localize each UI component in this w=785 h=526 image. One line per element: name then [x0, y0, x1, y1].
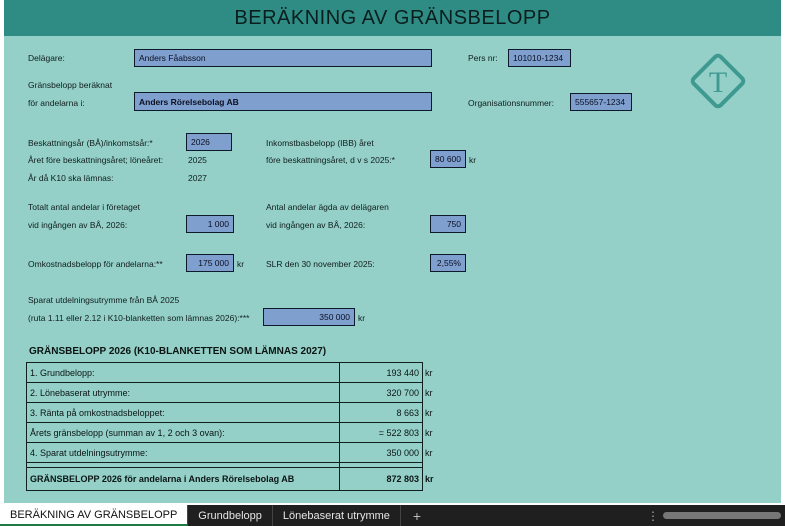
fore-label: Året före beskattningsåret; löneåret:	[28, 155, 164, 165]
row-label: 1. Grundbelopp:	[27, 363, 340, 383]
total-row	[27, 468, 441, 491]
tab-grundbelopp[interactable]: Grundbelopp	[188, 505, 273, 526]
sheet-tabs-bar	[0, 505, 785, 526]
gransbelopp-label-2: för andelarna i:	[28, 98, 85, 108]
pers-field[interactable]: 101010-1234	[508, 49, 571, 67]
row-unit: kr	[425, 427, 433, 438]
agda-label-2: vid ingången av BÅ, 2026:	[266, 220, 366, 230]
sparat-field[interactable]: 350 000	[263, 308, 355, 326]
delagare-field[interactable]: Anders Fåabsson	[134, 49, 432, 67]
row-value: 320 700	[340, 383, 423, 403]
scroll-area	[647, 505, 785, 526]
omk-field[interactable]: 175 000	[186, 254, 234, 272]
agda-field[interactable]: 750	[430, 215, 466, 233]
sparat-label-2: (ruta 1.11 eller 2.12 i K10-blanketten som lämnas 2026):***	[28, 313, 250, 323]
row-value: = 522 803	[340, 423, 423, 443]
svg-text:T: T	[708, 66, 728, 99]
row-unit: kr	[425, 447, 433, 458]
gransbelopp-label-1: Gränsbelopp beräknat	[28, 80, 113, 90]
k10-label: År då K10 ska lämnas:	[28, 173, 114, 183]
ba-label: Beskattningsår (BÅ)/inkomstsår:*	[28, 138, 153, 148]
diamond-t-logo-icon	[686, 49, 750, 113]
row-label: Årets gränsbelopp (summan av 1, 2 och 3 ovan):	[27, 423, 340, 443]
row-value: 350 000	[340, 443, 423, 463]
omk-label: Omkostnadsbelopp för andelarna:**	[28, 259, 163, 269]
table-row	[27, 363, 441, 383]
total-unit: kr	[425, 474, 434, 484]
total-value: 872 803	[340, 468, 423, 491]
agda-label-1: Antal andelar ägda av delägaren	[266, 202, 389, 212]
org-label: Organisationsnummer:	[468, 98, 554, 108]
row-unit: kr	[425, 367, 433, 378]
pers-label: Pers nr:	[468, 53, 498, 63]
row-unit: kr	[425, 387, 433, 398]
tab-lonebaserat[interactable]: Lönebaserat utrymme	[273, 505, 401, 526]
company-field[interactable]: Anders Rörelsebolag AB	[134, 92, 432, 111]
ibb-unit: kr	[469, 155, 477, 165]
ibb-label-2: före beskattningsåret, d v s 2025:*	[266, 155, 395, 165]
add-sheet-icon[interactable]: +	[412, 507, 422, 524]
total-label: GRÄNSBELOPP 2026 för andelarna i Anders Rörelsebolag AB	[27, 468, 340, 491]
table-row	[27, 423, 441, 443]
sparat-label-1: Sparat utdelningsutrymme från BÅ 2025	[28, 295, 180, 305]
table-row	[27, 443, 441, 463]
ibb-field[interactable]: 80 600	[430, 150, 466, 168]
slr-field[interactable]: 2,55%	[430, 254, 466, 272]
row-value: 193 440	[340, 363, 423, 383]
row-value: 8 663	[340, 403, 423, 423]
summary-table	[26, 362, 441, 491]
omk-unit: kr	[237, 259, 245, 269]
tab-berakning[interactable]: BERÄKNING AV GRÄNSBELOPP	[0, 505, 188, 526]
delagare-label: Delägare:	[28, 53, 65, 63]
horizontal-scrollbar[interactable]	[663, 512, 781, 519]
more-icon[interactable]: ⋮	[647, 508, 659, 523]
table-row	[27, 383, 441, 403]
row-label: 3. Ränta på omkostnadsbeloppet:	[27, 403, 340, 423]
ba-field[interactable]: 2026	[186, 133, 232, 151]
org-field[interactable]: 555657-1234	[570, 93, 632, 111]
slr-label: SLR den 30 november 2025:	[266, 259, 375, 269]
row-unit: kr	[425, 407, 433, 418]
andelar-label-1: Totalt antal andelar i företaget	[28, 202, 140, 212]
summary-title: GRÄNSBELOPP 2026 (K10-BLANKETTEN SOM LÄMNAS 2027)	[29, 346, 327, 357]
row-label: 2. Lönebaserat utrymme:	[27, 383, 340, 403]
fore-value: 2025	[188, 155, 207, 165]
sparat-unit: kr	[358, 313, 366, 323]
ibb-label-1: Inkomstbasbelopp (IBB) året	[266, 138, 374, 148]
table-row	[27, 403, 441, 423]
andelar-label-2: vid ingången av BÅ, 2026:	[28, 220, 128, 230]
page-title: BERÄKNING AV GRÄNSBELOPP	[4, 0, 781, 36]
k10-value: 2027	[188, 173, 207, 183]
andelar-field[interactable]: 1 000	[186, 215, 234, 233]
row-label: 4. Sparat utdelningsutrymme:	[27, 443, 340, 463]
